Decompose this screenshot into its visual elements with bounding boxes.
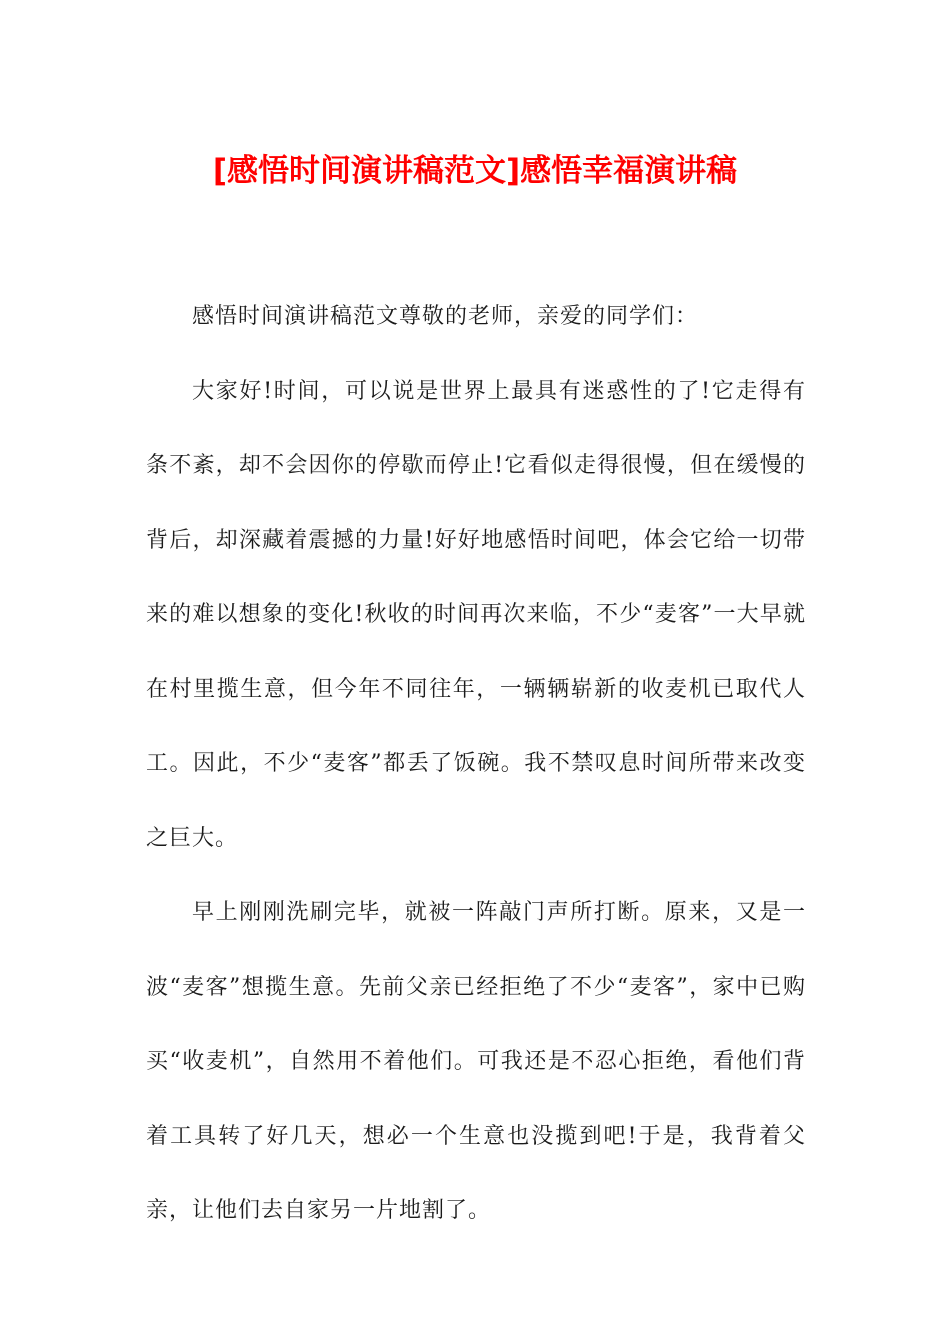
- paragraph-2: 早上刚刚洗刷完毕，就被一阵敲门声所打断。原来，又是一波“麦客”想揽生意。先前父亲已经拒绝了不少“麦客”，家中已购买“收麦机”，自然用不着他们。可我还是不忍心拒绝，看他们背着工具转了好几天，想必一个生意也没揽到吧!于是，我背着父亲，让他们去自家另一片地割了。: [146, 900, 806, 1223]
- document-body: [146, 280, 806, 1249]
- document-title: [感悟时间演讲稿范文]感悟幸福演讲稿: [212, 153, 738, 189]
- paragraph-1: 大家好!时间，可以说是世界上最具有迷惑性的了!它走得有条不紊，却不会因你的停歇而停止!它看似走得很慢，但在缓慢的背后，却深藏着震撼的力量!好好地感悟时间吧，体会它给一切带来的难以想象的变化!秋收的时间再次来临，不少“麦客”一大早就在村里揽生意，但今年不同往年，一辆辆崭新的收麦机已取代人工。因此，不少“麦客”都丢了饭碗。我不禁叹息时间所带来改变之巨大。: [146, 378, 806, 851]
- paragraph-salutation: 感悟时间演讲稿范文尊敬的老师，亲爱的同学们：: [192, 304, 699, 329]
